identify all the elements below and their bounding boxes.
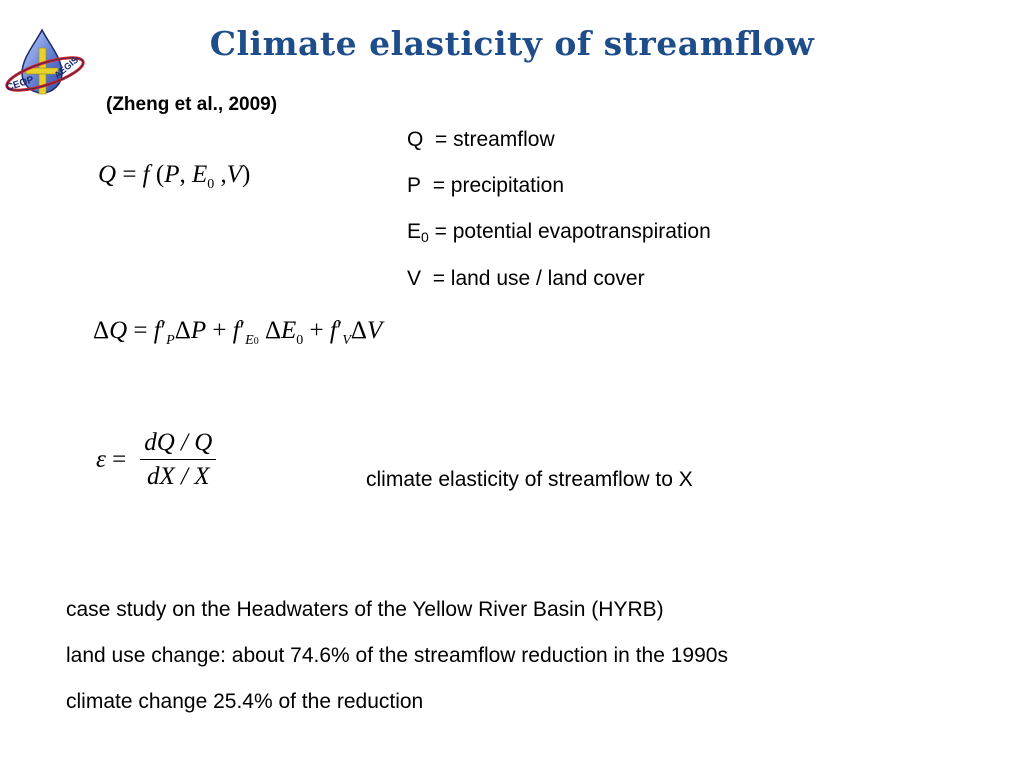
eq3-numerator: dQ / Q [140, 430, 216, 460]
eq2-e-subscript: 0 [296, 333, 304, 348]
definition-q-text: = streamflow [435, 128, 555, 151]
eq3-equals: = [105, 446, 127, 473]
eq2-p: P [190, 317, 207, 344]
eq2-plus-2: + [303, 317, 330, 344]
eq2-f-v: f [329, 317, 337, 344]
eq1-close-paren: ) [242, 161, 251, 188]
equation-elasticity [96, 430, 216, 489]
equation-streamflow-differential [93, 317, 383, 348]
equation-streamflow-function [98, 161, 251, 192]
eq3-lhs [96, 447, 126, 472]
definition-v [407, 267, 645, 291]
definition-p-text: = precipitation [432, 174, 565, 197]
definition-e-symbol: E [407, 220, 422, 243]
eq2-delta-q-sign: Δ [93, 317, 110, 344]
eq2-prime-e: ′ [239, 317, 246, 344]
note-land-use-change: land use change: about 74.6% of the streamflow reduction in the 1990s [66, 644, 728, 667]
eq2-sub-v: V [342, 333, 351, 348]
eq2-f-p: f [153, 317, 161, 344]
logo-text-right: AEGIS [52, 54, 81, 81]
eq1-comma-2: , [214, 161, 227, 188]
eq2-f-e: f [232, 317, 240, 344]
eq2-q: Q [109, 317, 128, 344]
logo-text-left: CEOP [4, 74, 36, 94]
eq2-e: E [281, 317, 297, 344]
note-case-study: case study on the Headwaters of the Yellow River Basin (HYRB) [66, 598, 664, 621]
eq2-sub-e0: 0 [253, 336, 259, 347]
eq3-denominator: dX / X [147, 463, 210, 490]
eq2-equals: = [127, 317, 154, 344]
eq1-equals: = [116, 161, 143, 188]
definition-q-symbol: Q [407, 128, 424, 151]
definition-e0 [407, 220, 711, 244]
definition-p-symbol: P [407, 174, 422, 197]
definition-p [407, 174, 564, 198]
eq1-open-paren: ( [149, 161, 165, 188]
definition-e-text: = potential evapotranspiration [434, 220, 711, 243]
eq2-delta-p-sign: Δ [174, 317, 191, 344]
definition-e-subscript: 0 [421, 229, 429, 245]
eq1-e: E [191, 161, 208, 188]
eq1-f: f [142, 161, 150, 188]
eq2-sub-p: P [166, 333, 175, 348]
eq3-fraction [140, 430, 216, 489]
eq1-comma-1: , [179, 161, 192, 188]
eq1-q: Q [98, 161, 117, 188]
eq2-plus-1: + [206, 317, 233, 344]
eq1-e-subscript: 0 [207, 177, 215, 192]
page-title: Climate elasticity of streamflow [209, 24, 815, 63]
eq2-delta-e-sign: Δ [264, 317, 282, 344]
eq1-p: P [164, 161, 180, 188]
citation: (Zheng et al., 2009) [106, 94, 278, 115]
eq2-prime-v: ′ [336, 317, 343, 344]
note-climate-change: climate change 25.4% of the reduction [66, 690, 424, 713]
eq2-prime-p: ′ [160, 317, 167, 344]
elasticity-label: climate elasticity of streamflow to X [366, 468, 693, 491]
eq3-epsilon: ε [96, 446, 106, 473]
eq1-v: V [226, 161, 243, 188]
definition-v-symbol: V [407, 267, 422, 290]
eq2-sub-e: E [245, 333, 254, 348]
definition-q [407, 128, 555, 152]
eq2-v: V [366, 317, 383, 344]
definition-v-text: = land use / land cover [432, 267, 645, 290]
eq2-delta-v-sign: Δ [350, 317, 367, 344]
